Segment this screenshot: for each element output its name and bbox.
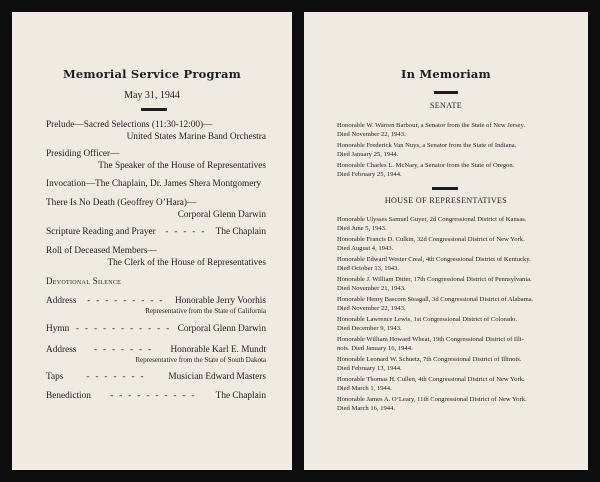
item-label: Roll of Deceased Members— (46, 246, 157, 256)
house-entry (337, 395, 568, 413)
item-performer: United States Marine Band Orchestra (126, 132, 266, 142)
entry-name: Honorable James A. O’Leary, 11th Congressional District of New York. (337, 396, 527, 403)
house-entry (337, 335, 568, 353)
entry-died: Died October 13, 1943. (337, 265, 400, 272)
memoriam-title: In Memoriam (401, 67, 491, 81)
program-item-scripture (46, 226, 266, 238)
senate-heading: SENATE (429, 101, 463, 110)
entry-died: Died November 21, 1943. (337, 285, 406, 292)
entry-died: Died November 22, 1943. (337, 131, 406, 138)
entry-name: Honorable Leonard W. Schuetz, 7th Congressional District of Illinois. (337, 356, 522, 363)
house-entry (337, 235, 568, 253)
entry-name: Honorable Henry Bascom Steagall, 3d Congressional District of Alabama. (337, 296, 534, 303)
item-performer: The Chaplain (215, 227, 266, 237)
entry-name: Honorable Francis D. Culkin, 32d Congressional District of New York. (337, 236, 525, 243)
item-label: Scripture Reading and Prayer (46, 227, 156, 237)
program-item-invocation (46, 178, 266, 190)
item-performer: Honorable Karl E. Mundt (170, 345, 266, 355)
item-label: Invocation—The Chaplain, Dr. James Shera Montgomery (46, 179, 262, 189)
entry-name: Honorable W. Warren Barbour, a Senator from the State of New Jersey. (337, 122, 525, 129)
leader-dots: - - - - - - - - - - - (75, 324, 172, 334)
entry-died: Died December 9, 1943. (337, 325, 402, 332)
program-item-benediction (46, 390, 266, 402)
entry-died: nois. Died January 16, 1944. (337, 345, 413, 352)
entry-name: Honorable Ulysses Samuel Guyer, 2d Congressional District of Kansas. (337, 216, 527, 223)
program-item-taps (46, 371, 266, 383)
entry-died: Died November 22, 1943. (337, 305, 406, 312)
program-title: Memorial Service Program (62, 67, 242, 81)
program-item-silence (46, 275, 266, 287)
item-label: Hymn (46, 324, 70, 334)
house-entry (337, 315, 568, 333)
entry-name: Honorable Charles L. McNary, a Senator from the State of Oregon. (337, 162, 515, 169)
item-subtitle: Representative from the State of California (145, 307, 266, 315)
item-label: Prelude—Sacred Selections (11:30-12:00)— (46, 120, 213, 130)
section-rule (432, 187, 458, 190)
item-performer: The Clerk of the House of Representatives (107, 258, 266, 268)
item-performer: Honorable Jerry Voorhis (174, 296, 266, 306)
program-item-address-1 (46, 295, 266, 315)
item-performer: Corporal Glenn Darwin (177, 210, 266, 220)
memoriam-page (304, 12, 588, 470)
item-label: There Is No Death (Geoffrey O’Hara)— (46, 198, 197, 208)
entry-died: Died March 16, 1944. (337, 405, 396, 412)
program-item-hymn (46, 323, 266, 335)
item-label: Taps (46, 372, 64, 382)
senate-entry (337, 121, 568, 139)
house-heading: HOUSE OF REPRESENTATIVES (384, 196, 508, 205)
entry-name: Honorable Thomas H. Cullen, 4th Congressional District of New York. (337, 376, 525, 383)
program-page (12, 12, 292, 470)
leader-dots: - - - - - - - - - - (110, 391, 197, 401)
house-entry (337, 375, 568, 393)
item-label: Devotional Silence (46, 276, 122, 286)
leader-dots: - - - - - - - - - (87, 296, 165, 306)
program-date: May 31, 1944 (124, 90, 180, 101)
entry-died: Died August 4, 1943. (337, 245, 394, 252)
entry-died: Died March 1, 1944. (337, 385, 392, 392)
title-rule (434, 91, 458, 94)
leader-dots: - - - - - (165, 227, 207, 237)
item-label: Address (46, 296, 77, 306)
program-item-address-2 (46, 344, 266, 364)
item-performer: The Speaker of the House of Representatives (98, 161, 266, 171)
house-entry (337, 255, 568, 273)
entry-died: Died June 5, 1943. (337, 225, 387, 232)
entry-name: Honorable Frederick Van Nuys, a Senator from the State of Indiana. (337, 142, 517, 149)
program-item-presiding-officer (46, 148, 266, 172)
house-entry (337, 355, 568, 373)
item-label: Address (46, 345, 77, 355)
entry-name: Honorable William Howard Wheat, 19th Congressional District of Illi- (337, 336, 524, 343)
house-entry (337, 295, 568, 313)
house-entry (337, 215, 568, 233)
item-label: Presiding Officer— (46, 149, 120, 159)
program-item-roll (46, 245, 266, 269)
entry-died: Died February 25, 1944. (337, 171, 402, 178)
entry-died: Died February 13, 1944. (337, 365, 402, 372)
item-performer: Corporal Glenn Darwin (177, 324, 266, 334)
item-performer: Musician Edward Masters (168, 372, 266, 382)
leader-dots: - - - - - - - (93, 345, 153, 355)
entry-name: Honorable Lawrence Lewis, 1st Congressional District of Colorado. (337, 316, 518, 323)
entry-name: Honorable Edward Wester Creal, 4th Congressional District of Kentucky. (337, 256, 531, 263)
item-subtitle: Representative from the State of South Dakota (135, 356, 266, 364)
program-item-song (46, 197, 266, 221)
senate-entry (337, 141, 568, 159)
program-item-prelude (46, 119, 266, 143)
title-rule (141, 108, 167, 111)
entry-name: Honorable J. William Ditter, 17th Congressional District of Pennsylvania. (337, 276, 532, 283)
item-label: Benediction (46, 391, 91, 401)
leader-dots: - - - - - - - (86, 372, 146, 382)
house-entry (337, 275, 568, 293)
entry-died: Died January 25, 1944. (337, 151, 399, 158)
senate-entry (337, 161, 568, 179)
item-performer: The Chaplain (215, 391, 266, 401)
